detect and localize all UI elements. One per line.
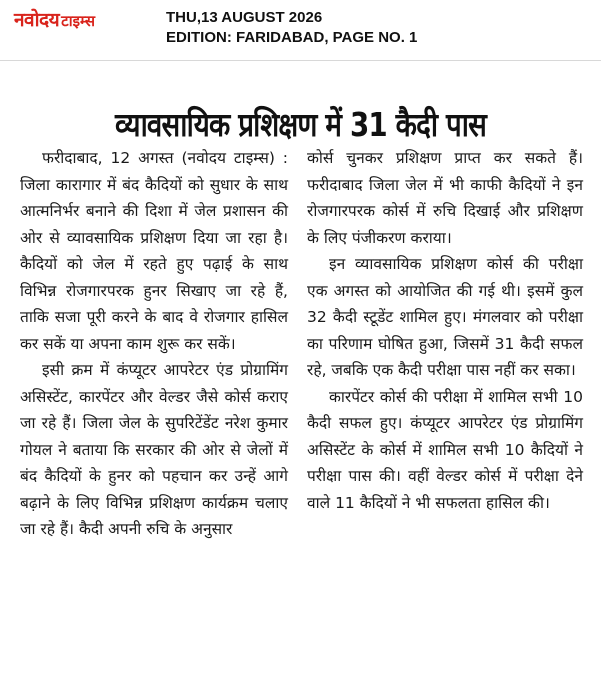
logo-main-text: नवोदय: [14, 9, 60, 31]
paragraph: कोर्स चुनकर प्रशिक्षण प्राप्त कर सकते हैं। फरीदाबाद जिला जेल में भी काफी कैदियों ने इन रोजगारपरक कोर्स में रुचि दिखाई और प्रशिक्षण के लिए पंजीकरण कराया।: [307, 149, 583, 247]
newspaper-logo: [14, 9, 95, 31]
publication-date: THU,13 AUGUST 2026: [166, 9, 323, 26]
article-column-left: [20, 145, 288, 543]
masthead: [0, 0, 601, 52]
masthead-divider: [0, 60, 601, 61]
edition-info: [166, 8, 417, 48]
article-column-right: [307, 145, 583, 516]
edition-page: EDITION: FARIDABAD, PAGE NO. 1: [166, 29, 418, 46]
paragraph: इसी क्रम में कंप्यूटर आपरेटर एंड प्रोग्रामिंग असिस्टेंट, कारपेंटर और वेल्डर जैसे कोर्स कराए जा रहे हैं। जिला जेल के सुपरिटेंडेंट नरेश कुमार गोयल ने बताया कि सरकार की ओर से जेलों में बंद कैदियों के हुनर को पहचान कर उन्हें आगे बढ़ाने के लिए विभिन्न प्रशिक्षण कार्यक्रम चलाए जा रहे हैं। कैदी अपनी रुचि के अनुसार: [20, 361, 288, 538]
paragraph: फरीदाबाद, 12 अगस्त (नवोदय टाइम्स) : जिला कारागार में बंद कैदियों को सुधार के साथ आत्मनिर्भर बनाने की दिशा में जेल प्रशासन की ओर से व्यावसायिक प्रशिक्षण दिया जा रहा है। कैदियों को जेल में रहते हुए पढ़ाई के साथ विभिन्न रोजगारपरक हुनर सिखाए जा रहे हैं, ताकि सजा पूरी करने के बाद वे रोजगार हासिल कर सकें या अपना काम शुरू कर सकें।: [20, 149, 288, 353]
article-headline: व्यावसायिक प्रशिक्षण में 31 कैदी पास: [115, 105, 486, 145]
logo-sub-text: टाइम्स: [61, 12, 95, 30]
paragraph: इन व्यावसायिक प्रशिक्षण कोर्स की परीक्षा एक अगस्त को आयोजित की गई थी। इसमें कुल 32 कैदी स्टूडेंट शामिल हुए। मंगलवार को परीक्षा का परिणाम घोषित हुआ, जिसमें 31 कैदी सफल रहे, जबकि एक कैदी परीक्षा पास नहीं कर सका।: [307, 255, 583, 379]
paragraph: कारपेंटर कोर्स की परीक्षा में शामिल सभी 10 कैदी सफल हुए। कंप्यूटर आपरेटर एंड प्रोग्रामिंग असिस्टेंट के कोर्स में शामिल सभी 10 कैदियों ने परीक्षा पास की। वहीं वेल्डर कोर्स में परीक्षा देने वाले 11 कैदियों ने भी सफलता हासिल की।: [307, 387, 583, 512]
